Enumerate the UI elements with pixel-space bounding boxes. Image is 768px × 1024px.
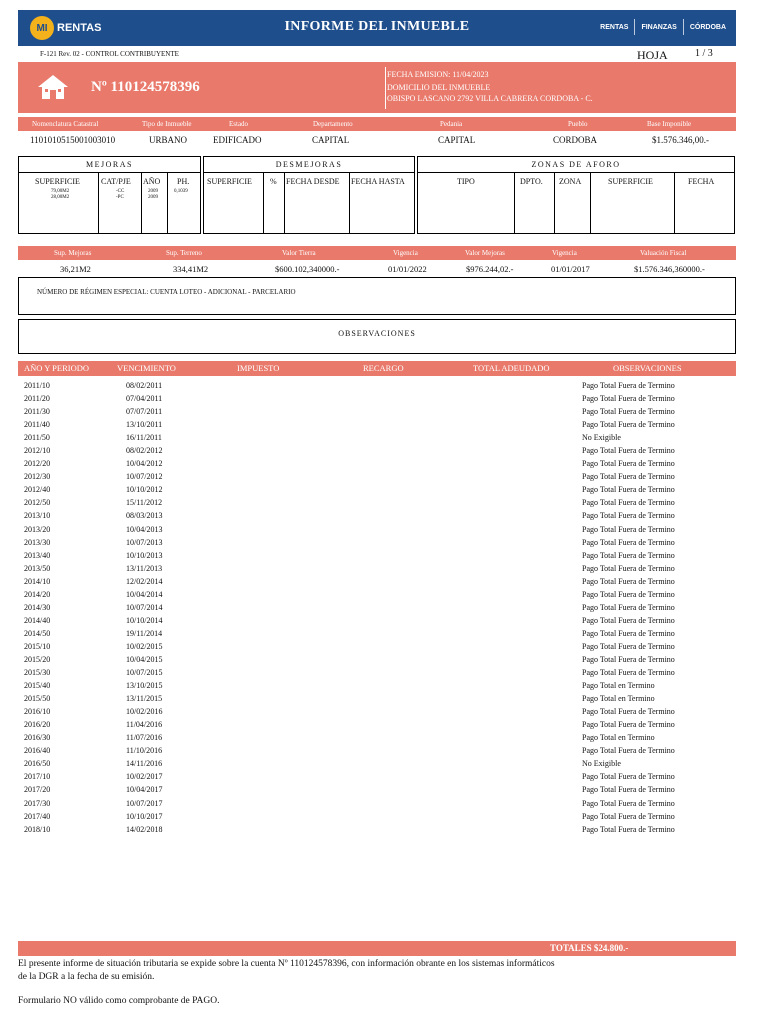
row-observacion: Pago Total Fuera de Termino [582, 589, 675, 599]
table-row [24, 719, 724, 732]
col-tipo-inmueble: Tipo de Inmueble [142, 120, 192, 128]
row-periodo: 2013/20 [24, 524, 51, 534]
mejoras-cat-1: -CC [116, 189, 125, 194]
row-vencimiento: 11/04/2016 [126, 720, 163, 730]
hoja-label: HOJA [637, 48, 668, 62]
row-vencimiento: 07/04/2011 [126, 394, 163, 404]
col-pueblo: Pueblo [568, 120, 588, 128]
row-observacion: Pago Total en Termino [582, 694, 655, 704]
col-divider [349, 173, 350, 233]
valor-mejoras-value: $976.244,02.- [466, 264, 514, 274]
table-row [24, 510, 724, 523]
row-observacion: Pago Total Fuera de Termino [582, 407, 675, 417]
row-vencimiento: 13/10/2011 [126, 420, 163, 430]
departamento-value: CAPITAL [312, 135, 350, 145]
desmejoras-col-porcentaje: % [270, 177, 277, 186]
logo-rentas-text: RENTAS [57, 22, 102, 34]
table-row [24, 667, 724, 680]
government-logos [600, 19, 726, 35]
rentas-logo: RENTAS [600, 23, 629, 31]
zonas-col-zona: ZONA [559, 177, 582, 186]
table-row [24, 445, 724, 458]
row-observacion: Pago Total Fuera de Termino [582, 394, 675, 404]
vigencia-tierra-value: 01/01/2022 [388, 264, 427, 274]
zonas-title: ZONAS DE AFORO [418, 157, 734, 173]
row-observacion: Pago Total Fuera de Termino [582, 485, 675, 495]
logo-separator [634, 19, 635, 35]
zonas-aforo-box [417, 156, 735, 234]
row-observacion: Pago Total en Termino [582, 681, 655, 691]
desmejoras-col-fecha-hasta: FECHA HASTA [351, 177, 405, 186]
table-row [24, 798, 724, 811]
row-observacion: Pago Total Fuera de Termino [582, 746, 675, 756]
table-row [24, 563, 724, 576]
mejoras-cat-2: -PC [116, 195, 124, 200]
base-imponible-value: $1.576.346,00.- [652, 135, 709, 145]
table-row [24, 732, 724, 745]
row-periodo: 2015/40 [24, 681, 51, 691]
col-estado: Estado [229, 120, 249, 128]
row-observacion: Pago Total Fuera de Termino [582, 602, 675, 612]
desmejoras-title: DESMEJORAS [204, 157, 414, 173]
table-row [24, 784, 724, 797]
row-periodo: 2017/10 [24, 772, 51, 782]
row-observacion: Pago Total Fuera de Termino [582, 811, 675, 821]
row-periodo: 2016/10 [24, 707, 51, 717]
col-sup-mejoras: Sup. Mejoras [54, 249, 92, 257]
observaciones-box: OBSERVACIONES [18, 319, 736, 354]
table-row [24, 758, 724, 771]
fecha-emision: FECHA EMISION: 11/04/2023 [387, 70, 489, 79]
pedania-value: CAPITAL [438, 135, 476, 145]
row-periodo: 2011/10 [24, 381, 50, 390]
row-observacion: Pago Total Fuera de Termino [582, 668, 675, 678]
footer-disclaimer: Formulario NO válido como comprobante de PAGO. [18, 996, 220, 1006]
row-periodo: 2016/20 [24, 720, 51, 730]
row-vencimiento: 08/03/2013 [126, 511, 163, 521]
valuacion-header [18, 246, 736, 260]
col-divider [674, 173, 675, 233]
table-row [24, 680, 724, 693]
desmejoras-box [203, 156, 415, 234]
sup-terreno-value: 334,41M2 [173, 264, 209, 274]
col-divider [263, 173, 264, 233]
footer-line-2: de la DGR a la fecha de su emisión. [18, 972, 155, 982]
row-observacion: Pago Total Fuera de Termino [582, 785, 675, 795]
domicilio-value: OBISPO LASCANO 2792 VILLA CABRERA CORDOBA - C. [387, 94, 593, 103]
table-row [24, 706, 724, 719]
row-vencimiento: 10/04/2012 [126, 459, 163, 469]
tipo-inmueble-value: URBANO [149, 135, 188, 145]
domicilio-label: DOMICILIO DEL INMUEBLE [387, 83, 491, 92]
col-valuacion-fiscal: Valuación Fiscal [640, 249, 687, 257]
table-row [24, 380, 724, 393]
col-valor-tierra: Valor Tierra [282, 249, 316, 257]
mejoras-anio-1: 2009 [148, 189, 158, 194]
vigencia-mejoras-value: 01/01/2017 [551, 264, 590, 274]
table-row [24, 771, 724, 784]
row-vencimiento: 10/07/2012 [126, 472, 163, 482]
property-id-box [18, 62, 736, 113]
row-vencimiento: 10/07/2015 [126, 668, 163, 678]
row-observacion: Pago Total Fuera de Termino [582, 550, 675, 560]
zonas-col-superficie: SUPERFICIE [608, 177, 653, 186]
row-observacion: Pago Total Fuera de Termino [582, 772, 675, 782]
row-observacion: Pago Total Fuera de Termino [582, 524, 675, 534]
row-vencimiento: 10/04/2014 [126, 589, 163, 599]
row-periodo: 2016/50 [24, 759, 51, 769]
catastro-header [18, 117, 736, 131]
row-periodo: 2015/50 [24, 694, 51, 704]
col-nomenclatura: Nomenclatura Catastral [32, 120, 99, 128]
col-pedania: Pedania [440, 120, 463, 128]
divider [385, 67, 386, 109]
row-vencimiento: 10/10/2014 [126, 615, 163, 625]
row-vencimiento: 10/04/2013 [126, 524, 163, 534]
row-periodo: 2013/40 [24, 550, 51, 560]
row-vencimiento: 07/07/2011 [126, 407, 163, 417]
col-departamento: Departamento [313, 120, 353, 128]
table-row [24, 811, 724, 824]
valuacion-fiscal-value: $1.576.346,360000.- [634, 264, 705, 274]
mejoras-anio-2: 2009 [148, 195, 158, 200]
table-row [24, 497, 724, 510]
row-vencimiento: 10/10/2013 [126, 550, 163, 560]
col-sup-terreno: Sup. Terreno [166, 249, 202, 257]
mejoras-ph-1: 0,1039 [174, 189, 188, 194]
row-periodo: 2012/30 [24, 472, 51, 482]
mejoras-title: MEJORAS [19, 157, 200, 173]
hoja-value: 1 / 3 [695, 48, 713, 59]
finanzas-logo: FINANZAS [641, 23, 677, 31]
account-number: Nº 110124578396 [91, 79, 200, 95]
table-row [24, 406, 724, 419]
logo-mi: MI [30, 16, 54, 40]
row-observacion: Pago Total Fuera de Termino [582, 459, 675, 469]
row-periodo: 2012/40 [24, 485, 51, 495]
mejoras-box [18, 156, 201, 234]
row-observacion: Pago Total Fuera de Termino [582, 537, 675, 547]
row-periodo: 2011/40 [24, 420, 50, 430]
row-periodo: 2017/30 [24, 798, 51, 808]
row-periodo: 2014/50 [24, 628, 51, 638]
table-row [24, 419, 724, 432]
row-periodo: 2013/50 [24, 563, 51, 573]
row-periodo: 2018/10 [24, 824, 51, 834]
table-row [24, 589, 724, 602]
row-vencimiento: 13/11/2013 [126, 563, 163, 573]
row-observacion: Pago Total Fuera de Termino [582, 720, 675, 730]
row-periodo: 2014/30 [24, 602, 51, 612]
row-periodo: 2012/10 [24, 446, 51, 456]
row-periodo: 2014/40 [24, 615, 51, 625]
row-vencimiento: 10/10/2017 [126, 811, 163, 821]
table-row [24, 641, 724, 654]
totales-value: TOTALES $24.800.- [550, 943, 629, 953]
row-vencimiento: 14/02/2018 [126, 824, 163, 834]
estado-value: EDIFICADO [213, 135, 262, 145]
zonas-col-fecha: FECHA [688, 177, 715, 186]
cordoba-logo: CÓRDOBA [689, 23, 726, 31]
row-periodo: 2017/40 [24, 811, 51, 821]
row-periodo: 2015/20 [24, 654, 51, 664]
row-periodo: 2015/30 [24, 668, 51, 678]
totales-bar [18, 941, 736, 956]
row-vencimiento: 10/04/2015 [126, 654, 163, 664]
row-vencimiento: 16/11/2011 [126, 433, 162, 443]
row-observacion: Pago Total Fuera de Termino [582, 420, 675, 430]
row-periodo: 2014/20 [24, 589, 51, 599]
col-base-imponible: Base Imponible [647, 120, 692, 128]
row-observacion: No Exigible [582, 433, 621, 443]
row-periodo: 2016/30 [24, 733, 51, 743]
row-observacion: Pago Total en Termino [582, 733, 655, 743]
row-vencimiento: 10/10/2012 [126, 485, 163, 495]
col-recargo: RECARGO [363, 363, 404, 373]
row-vencimiento: 15/11/2012 [126, 498, 163, 508]
mejoras-col-ph: PH. [177, 177, 190, 186]
row-vencimiento: 10/02/2016 [126, 707, 163, 717]
regimen-especial: NÚMERO DE RÉGIMEN ESPECIAL: CUENTA LOTEO - ADICIONAL - PARCELARIO [18, 277, 736, 315]
zonas-col-dpto: DPTO. [520, 177, 543, 186]
row-vencimiento: 08/02/2011 [126, 381, 163, 390]
row-observacion: Pago Total Fuera de Termino [582, 446, 675, 456]
table-row [24, 615, 724, 628]
col-observaciones: OBSERVACIONES [613, 363, 682, 373]
table-row [24, 432, 724, 445]
col-divider [590, 173, 591, 233]
footer-line-1: El presente informe de situación tributaria se expide sobre la cuenta Nº 110124578396, con información obrante en los sistemas informáticos [18, 959, 555, 969]
row-observacion: Pago Total Fuera de Termino [582, 576, 675, 586]
house-icon [36, 73, 70, 101]
row-observacion: Pago Total Fuera de Termino [582, 707, 675, 717]
logo-separator [683, 19, 684, 35]
row-periodo: 2012/50 [24, 498, 51, 508]
row-vencimiento: 10/07/2013 [126, 537, 163, 547]
row-periodo: 2011/30 [24, 407, 50, 417]
row-observacion: Pago Total Fuera de Termino [582, 615, 675, 625]
row-observacion: Pago Total Fuera de Termino [582, 641, 675, 651]
desmejoras-col-fecha-desde: FECHA DESDE [286, 177, 340, 186]
row-periodo: 2011/50 [24, 433, 50, 443]
deuda-header [18, 361, 736, 376]
col-impuesto: IMPUESTO [237, 363, 280, 373]
row-vencimiento: 14/11/2016 [126, 759, 163, 769]
row-vencimiento: 10/02/2017 [126, 772, 163, 782]
mejoras-col-anio: AÑO [143, 177, 161, 186]
row-observacion: Pago Total Fuera de Termino [582, 472, 675, 482]
row-observacion: Pago Total Fuera de Termino [582, 563, 675, 573]
col-divider [554, 173, 555, 233]
col-divider [284, 173, 285, 233]
row-vencimiento: 11/07/2016 [126, 733, 163, 743]
mejoras-col-cat: CAT/PJE [101, 177, 131, 186]
table-row [24, 524, 724, 537]
row-periodo: 2017/20 [24, 785, 51, 795]
row-vencimiento: 12/02/2014 [126, 576, 163, 586]
col-divider [141, 173, 142, 233]
valor-tierra-value: $600.102,340000.- [275, 264, 340, 274]
row-periodo: 2013/30 [24, 537, 51, 547]
table-row [24, 628, 724, 641]
zonas-col-tipo: TIPO [457, 177, 475, 186]
col-total-adeudado: TOTAL ADEUDADO [473, 363, 550, 373]
table-row [24, 484, 724, 497]
row-periodo: 2016/40 [24, 746, 51, 756]
row-observacion: Pago Total Fuera de Termino [582, 511, 675, 521]
row-periodo: 2011/20 [24, 394, 50, 404]
col-anio-periodo: AÑO Y PERIODO [24, 363, 90, 373]
row-periodo: 2013/10 [24, 511, 51, 521]
row-observacion: Pago Total Fuera de Termino [582, 824, 675, 834]
col-divider [167, 173, 168, 233]
row-observacion: Pago Total Fuera de Termino [582, 798, 675, 808]
table-row [24, 693, 724, 706]
table-row [24, 602, 724, 615]
table-row [24, 745, 724, 758]
mejoras-superficie-1: 79,00M2 [51, 189, 70, 194]
col-vigencia-mejoras: Vigencia [552, 249, 577, 257]
table-row [24, 576, 724, 589]
row-observacion: Pago Total Fuera de Termino [582, 381, 675, 390]
mejoras-col-superficie: SUPERFICIE [35, 177, 80, 186]
row-periodo: 2014/10 [24, 576, 51, 586]
row-vencimiento: 10/07/2014 [126, 602, 163, 612]
row-observacion: Pago Total Fuera de Termino [582, 654, 675, 664]
pueblo-value: CORDOBA [553, 135, 598, 145]
deuda-table [24, 380, 724, 837]
form-code: F-121 Rev. 02 - CONTROL CONTRIBUYENTE [40, 50, 179, 58]
row-vencimiento: 10/02/2015 [126, 641, 163, 651]
row-vencimiento: 13/11/2015 [126, 694, 163, 704]
col-valor-mejoras: Valor Mejoras [465, 249, 505, 257]
row-vencimiento: 13/10/2015 [126, 681, 163, 691]
table-row [24, 654, 724, 667]
desmejoras-col-superficie: SUPERFICIE [207, 177, 252, 186]
mejoras-superficie-2: 28,00M2 [51, 195, 70, 200]
row-periodo: 2012/20 [24, 459, 51, 469]
col-vigencia-tierra: Vigencia [393, 249, 418, 257]
table-row [24, 393, 724, 406]
row-vencimiento: 08/02/2012 [126, 446, 163, 456]
row-vencimiento: 11/10/2016 [126, 746, 163, 756]
page-title: INFORME DEL INMUEBLE [284, 19, 470, 34]
row-vencimiento: 10/04/2017 [126, 785, 163, 795]
col-divider [98, 173, 99, 233]
nomenclatura-value: 1101010515001003010 [30, 135, 116, 145]
row-vencimiento: 10/07/2017 [126, 798, 163, 808]
table-row [24, 471, 724, 484]
sup-mejoras-value: 36,21M2 [60, 264, 91, 274]
row-observacion: Pago Total Fuera de Termino [582, 628, 675, 638]
table-row [24, 537, 724, 550]
row-observacion: No Exigible [582, 759, 621, 769]
row-vencimiento: 19/11/2014 [126, 628, 163, 638]
table-row [24, 458, 724, 471]
table-row [24, 824, 724, 837]
header-bar [18, 10, 736, 46]
col-vencimiento: VENCIMIENTO [117, 363, 176, 373]
col-divider [514, 173, 515, 233]
row-periodo: 2015/10 [24, 641, 51, 651]
table-row [24, 550, 724, 563]
row-observacion: Pago Total Fuera de Termino [582, 498, 675, 508]
